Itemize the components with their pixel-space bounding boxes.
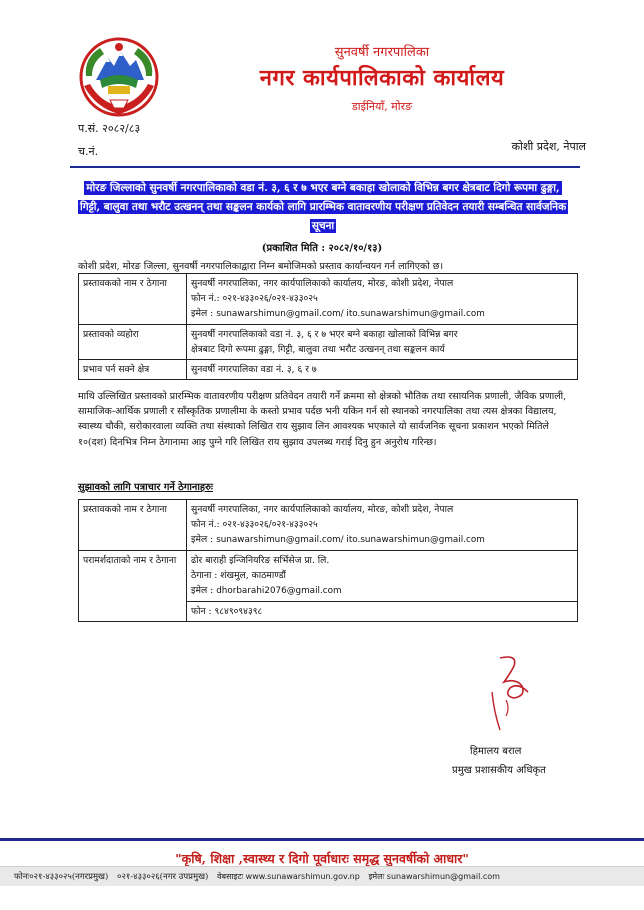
row-line: सुनवर्षी नगरपालिका, नगर कार्यपालिकाको कार्यालय, मोरङ, कोशी प्रदेश, नेपाल	[191, 278, 454, 289]
website-link[interactable]: वेबसाइटः www.sunawarshimun.gov.np	[217, 872, 360, 881]
signatory-name: हिमालय बराल	[470, 746, 522, 757]
contact-bar	[0, 866, 644, 886]
intro-text: कोशी प्रदेश, मोरङ जिल्ला, सुनवर्षी नगरपालिकाद्वारा निम्न बमोजिमको प्रस्ताव कार्यान्वयन गर्न लागिएको छ।	[78, 261, 444, 272]
email-line	[191, 583, 573, 599]
office-title: नगर कार्यपालिकाको कार्यालय	[259, 65, 505, 91]
row-line: ठेगाना : शंखमुल, काठमाण्डौं	[191, 570, 286, 581]
phone-deputy: ०२१-४३३०२६(नगर उपप्रमुख)	[117, 872, 209, 882]
table-row	[79, 325, 578, 360]
address-table	[78, 499, 578, 622]
phone-mayor: फोनः०२१-४३३०२५(नगरप्रमुख)	[14, 872, 109, 882]
row-label: परामर्शदाताको नाम र ठेगाना	[79, 551, 187, 622]
signatory-title: प्रमुख प्रशासकीय अधिकृत	[452, 765, 546, 776]
row-value	[187, 360, 578, 380]
row-line: ढोर बाराही इन्जिनियरिङ सर्भिसेज प्रा. लि.	[191, 555, 330, 566]
email-label: इमेल :	[191, 308, 214, 319]
row-value	[187, 551, 578, 622]
row-line: फोन नं.: ०२१-४३३०२६/०२१-४३३०२५	[191, 293, 318, 304]
notice-title	[78, 179, 568, 236]
row-line: सुनवर्षी नगरपालिका, नगर कार्यपालिकाको कार्यालय, मोरङ, कोशी प्रदेश, नेपाल	[191, 504, 454, 515]
proposal-table	[78, 273, 578, 380]
table-row	[79, 500, 578, 551]
email-label: इमेल :	[191, 585, 214, 596]
email-label: इमेल :	[191, 534, 214, 545]
dispatch-number: च.नं.	[78, 145, 99, 158]
phone-line: फोन : ९८४९०९४३९८	[187, 601, 577, 619]
notice-title-text: मोरङ जिल्लाको सुनवर्षी नगरपालिकाको वडा नं. ३, ६ र ७ भएर बग्ने बकाहा खोलाको विभिन्न बगर क्षेत्रबाट दिगो रूपमा ढुङ्गा, गिट्टी, बालुवा तथा भरौट उत्खनन् तथा सङ्कलन कार्यको लागि प्रारम्भिक वातावरणीय परीक्षण प्रतिवेदन तयारी सम्बन्धित सार्वजनिक सूचना	[80, 182, 567, 232]
row-label: प्रभाव पर्न सक्ने क्षेत्र	[79, 360, 187, 380]
email-link[interactable]: sunawarshimun@gmail.com/ ito.sunawarshimun@gmail.com	[216, 535, 485, 545]
email-link[interactable]: dhorbarahi2076@gmail.com	[216, 586, 342, 596]
row-line: सुनवर्षी नगरपालिका वडा नं. ३, ६ र ७	[191, 364, 317, 375]
province-label: कोशी प्रदेश, नेपाल	[511, 140, 586, 153]
row-label: प्रस्तावको व्यहोरा	[79, 325, 187, 360]
row-label: प्रस्तावकको नाम र ठेगाना	[79, 500, 187, 551]
footer-email-link[interactable]: इमेलः sunawarshimun@gmail.com	[368, 872, 500, 881]
office-location: डाईनियाँ, मोरङ	[351, 100, 413, 113]
footer-divider	[0, 838, 644, 841]
handwritten-signature	[470, 652, 544, 734]
table-row	[79, 551, 578, 622]
footer-slogan: "कृषि, शिक्षा ,स्वास्थ्य र दिगो पूर्वाधारः समृद्ध सुनवर्षीको आधार"	[175, 851, 469, 866]
header-divider	[70, 166, 580, 168]
row-value	[187, 500, 578, 551]
table-row	[79, 274, 578, 325]
row-value	[187, 274, 578, 325]
row-line: सुनवर्षी नगरपालिकाको वडा नं. ३, ६ र ७ भएर बग्ने बकाहा खोलाको विभिन्न बगर	[191, 329, 458, 340]
email-link[interactable]: sunawarshimun@gmail.com/ ito.sunawarshimun@gmail.com	[216, 309, 485, 319]
body-paragraph: माथि उल्लिखित प्रस्तावको प्रारम्भिक वातावरणीय परीक्षण प्रतिवेदन तयारी गर्ने क्रममा सो क्षेत्रको भौतिक तथा रसायनिक प्रणाली, जैविक प्रणाली, सामाजिक-आर्थिक प्रणाली र साँस्कृतिक प्रणालीमा के कस्तो प्रभाव पर्दछ भनी यकिन गर्न सो स्थानको नगरपालिका तथा त्यस क्षेत्रका विद्यालय, स्वास्थ्य चौकी, सरोकारवाला व्यक्ति तथा संस्थाको लिखित राय सुझाव लिन आवश्यक भएकाले यो सार्वजनिक सूचना प्रकाशन भएको मितिले १०(दश) दिनभित्र निम्न ठेगानामा आइ पुग्ने गरि लिखित राय सुझाव उपलब्ध गराई दिनु हुन अनुरोध गरिन्छ।	[78, 391, 567, 448]
reference-number: प.सं. २०८२/८३	[78, 122, 141, 135]
row-line: क्षेत्रबाट दिगो रूपमा ढुङ्गा, गिट्टी, बालुवा तथा भरौट उत्खनन् तथा सङ्कलन कार्य	[191, 344, 445, 355]
row-line: फोन नं.: ०२१-४३३०२६/०२१-४३३०२५	[191, 519, 318, 530]
published-date: (प्रकाशित मिति : २०८२/१०/१३)	[261, 243, 383, 254]
municipality-name: सुनवर्षी नगरपालिका	[334, 45, 430, 60]
table-row	[79, 360, 578, 380]
email-line	[191, 306, 573, 322]
row-value	[187, 325, 578, 360]
row-label: प्रस्तावकको नाम र ठेगाना	[79, 274, 187, 325]
address-heading: सुझावको लागि पत्राचार गर्ने ठेगानाहरुः	[78, 482, 213, 493]
email-line	[191, 532, 573, 548]
